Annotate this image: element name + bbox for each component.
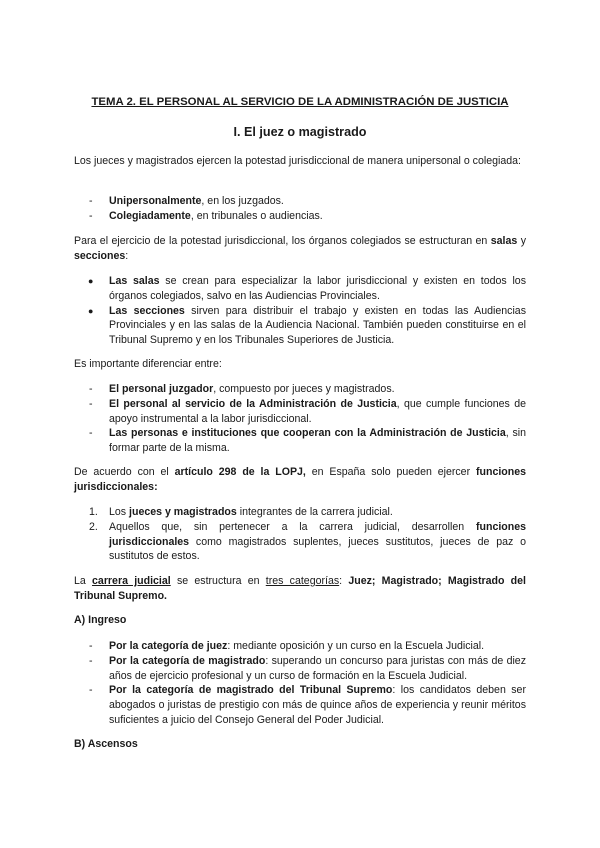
dash-marker: - bbox=[89, 383, 93, 395]
dash-marker: - bbox=[89, 209, 93, 222]
list-item-bold: El personal al servicio de la Administración de Justicia bbox=[109, 397, 397, 410]
paragraph-diferenciar: Es importante diferenciar entre: bbox=[74, 358, 222, 370]
bold-categorias: Juez; Magistrado; Magistrado del Tribunal Supremo. bbox=[74, 575, 526, 602]
dash-marker: - bbox=[89, 195, 93, 207]
bullet-marker: ● bbox=[88, 305, 94, 316]
bold-funciones: funciones jurisdiccionales: bbox=[74, 466, 526, 493]
dash-marker: - bbox=[89, 654, 93, 667]
list-ejercicio bbox=[74, 194, 526, 224]
number-marker: 1. bbox=[89, 506, 98, 518]
list-item-bold: jueces y magistrados bbox=[129, 506, 237, 518]
list-item bbox=[74, 505, 526, 520]
list-item-bold: Por la categoría de juez bbox=[109, 640, 228, 652]
bullet-list-salas bbox=[74, 274, 526, 348]
list-item-text: sirven para distribuir el trabajo y existen en todas las Audiencias Provinciales y en las salas de la Audiencia Nacional. También pueden constituirse en el Tribunal Supremo y en los Tribunales Superiores de Justicia. bbox=[109, 304, 526, 347]
list-item-text: , sin formar parte de la misma. bbox=[109, 427, 526, 455]
list-item bbox=[74, 397, 526, 427]
list-item-text: se crean para especializar la labor jurisdiccional y existen en todos los órganos colegiados, salvo en las Audiencias Provinciales. bbox=[109, 275, 526, 302]
list-item-bold: Las secciones bbox=[109, 304, 185, 317]
underlined-carrera: carrera judicial bbox=[92, 575, 171, 587]
list-item-text: , que cumple funciones de apoyo instrumental a la labor jurisdiccional. bbox=[109, 397, 526, 425]
list-item-text: integrantes de la carrera judicial. bbox=[236, 506, 393, 518]
paragraph-potestad: Los jueces y magistrados ejercen la potestad jurisdiccional de manera unipersonal o colegiada: bbox=[74, 155, 521, 167]
list-item-text: , compuesto por jueces y magistrados. bbox=[213, 383, 395, 395]
text: se estructura en bbox=[170, 575, 266, 587]
list-item bbox=[74, 274, 526, 304]
paragraph-articulo bbox=[74, 465, 526, 495]
paragraph-carrera bbox=[74, 574, 526, 604]
list-item-bold: Unipersonalmente bbox=[109, 195, 202, 207]
bold-salas: salas bbox=[490, 235, 518, 247]
list-item-text: como magistrados suplentes, jueces sustitutos, jueces de paz o sustitutos de estos. bbox=[109, 535, 526, 563]
text: en España solo pueden ejercer bbox=[305, 466, 476, 478]
list-item-text: : superando un concurso para juristas con más de diez años de ejercicio profesional y un curso de formación en la Escuela Judicial. bbox=[109, 654, 526, 682]
bold-secciones: secciones bbox=[74, 249, 126, 262]
list-item bbox=[74, 304, 526, 348]
list-item bbox=[74, 194, 526, 209]
bullet-marker: ● bbox=[88, 276, 94, 286]
list-item-bold: Las personas e instituciones que cooperan con la Administración de Justicia bbox=[109, 427, 506, 440]
section-heading-ingreso: A) Ingreso bbox=[74, 614, 127, 626]
list-item-text: , en los juzgados. bbox=[201, 195, 284, 207]
list-item bbox=[74, 654, 526, 684]
list-item-text: : los candidatos deben ser abogados o juristas de prestigio con más de quince años de experiencia y reunir méritos suficientes a juicio del Consejo General del Poder Judicial. bbox=[109, 684, 526, 726]
list-item-text: : mediante oposición y un curso en la Escuela Judicial. bbox=[227, 640, 485, 652]
dash-marker: - bbox=[89, 684, 93, 697]
list-item bbox=[74, 209, 526, 224]
list-item-bold: Colegiadamente bbox=[109, 209, 191, 222]
text: De acuerdo con el bbox=[74, 466, 175, 478]
list-item bbox=[74, 683, 526, 727]
list-item-bold: Por la categoría de magistrado bbox=[109, 654, 266, 667]
list-item-bold: El personal juzgador bbox=[109, 383, 214, 395]
underlined-categorias: tres categorías bbox=[265, 575, 340, 587]
document-title: TEMA 2. EL PERSONAL AL SERVICIO DE LA ADMINISTRACIÓN DE JUSTICIA bbox=[91, 96, 509, 108]
list-item bbox=[74, 382, 526, 397]
list-item-bold: Las salas bbox=[109, 275, 160, 287]
dash-marker: - bbox=[89, 397, 93, 410]
dash-marker: - bbox=[89, 640, 93, 652]
text: y bbox=[517, 235, 526, 247]
list-ingreso bbox=[74, 639, 526, 728]
paragraph-organos bbox=[74, 234, 526, 264]
list-item bbox=[74, 520, 526, 564]
list-item-text: , en tribunales o audiencias. bbox=[190, 209, 323, 222]
list-item bbox=[74, 426, 526, 456]
section-heading-ascensos: B) Ascensos bbox=[74, 738, 138, 750]
list-item bbox=[74, 639, 526, 654]
dash-marker: - bbox=[89, 427, 93, 440]
number-marker: 2. bbox=[89, 520, 98, 533]
bold-articulo: artículo 298 de la LOPJ, bbox=[174, 466, 306, 478]
section-heading-juez: I. El juez o magistrado bbox=[233, 125, 367, 139]
list-personal bbox=[74, 382, 526, 456]
text: Aquellos que, sin pertenecer a la carrera judicial, desarrollen bbox=[109, 520, 476, 533]
list-item-bold: funciones jurisdiccionales bbox=[109, 520, 526, 548]
text: La bbox=[74, 575, 93, 587]
text: Para el ejercicio de la potestad jurisdiccional, los órganos colegiados se estructuran en bbox=[74, 235, 491, 247]
text: : bbox=[339, 575, 349, 587]
list-item-bold: Por la categoría de magistrado del Tribunal Supremo bbox=[109, 684, 393, 697]
text: : bbox=[125, 249, 129, 262]
numbered-list bbox=[74, 505, 526, 564]
text: Los bbox=[109, 506, 130, 518]
